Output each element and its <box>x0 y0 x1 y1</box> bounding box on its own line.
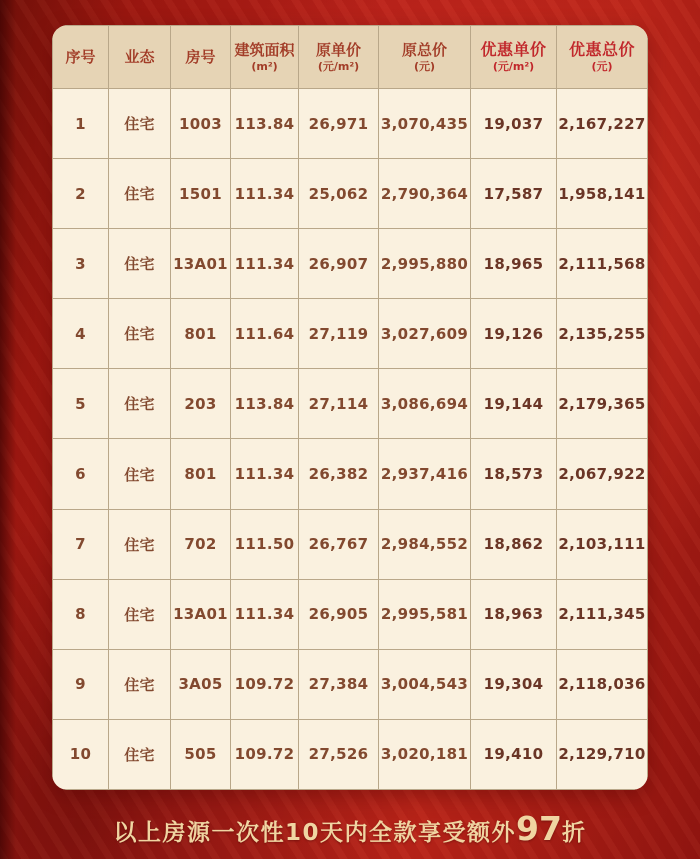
cell-property-type: 住宅 <box>109 509 171 579</box>
price-table <box>52 25 648 790</box>
column-label: 原总价 <box>401 41 447 60</box>
column-label: 序号 <box>65 47 96 66</box>
column-label: 业态 <box>124 47 155 66</box>
table-row-2 <box>53 159 648 229</box>
cell-property-type: 住宅 <box>109 89 171 159</box>
cell-original-total-price: 2,937,416 <box>379 439 471 509</box>
cell-original-total-price: 2,995,880 <box>379 229 471 299</box>
cell-index: 1 <box>53 89 109 159</box>
cell-discount-total-price: 1,958,141 <box>557 159 648 229</box>
column-label: 原单价 <box>315 41 361 60</box>
cell-discount-unit-price: 17,587 <box>471 159 557 229</box>
column-header-original-unit-price <box>299 26 379 89</box>
column-header-original-total-price <box>379 26 471 89</box>
column-label: 建筑面积 <box>234 41 295 60</box>
column-header-discount-unit-price <box>471 26 557 89</box>
cell-original-total-price: 2,984,552 <box>379 509 471 579</box>
cell-property-type: 住宅 <box>109 369 171 439</box>
cell-original-unit-price: 26,907 <box>299 229 379 299</box>
column-label: 优惠总价 <box>568 40 635 60</box>
cell-property-type: 住宅 <box>109 299 171 369</box>
cell-discount-unit-price: 18,862 <box>471 509 557 579</box>
cell-property-type: 住宅 <box>109 579 171 649</box>
cell-room-number: 801 <box>171 439 231 509</box>
column-header-discount-total-price <box>557 26 648 89</box>
cell-building-area: 113.84 <box>231 89 299 159</box>
cell-property-type: 住宅 <box>109 439 171 509</box>
cell-building-area: 111.34 <box>231 439 299 509</box>
cell-room-number: 13A01 <box>171 229 231 299</box>
cell-index: 6 <box>53 439 109 509</box>
table-row-1 <box>53 89 648 159</box>
cell-building-area: 109.72 <box>231 649 299 719</box>
cell-room-number: 203 <box>171 369 231 439</box>
cell-index: 2 <box>53 159 109 229</box>
cell-room-number: 1003 <box>171 89 231 159</box>
cell-property-type: 住宅 <box>109 229 171 299</box>
cell-index: 3 <box>53 229 109 299</box>
cell-building-area: 113.84 <box>231 369 299 439</box>
cell-property-type: 住宅 <box>109 159 171 229</box>
cell-discount-unit-price: 19,410 <box>471 719 557 789</box>
promo-text-after: 折 <box>561 820 587 846</box>
table-row-10 <box>53 719 648 789</box>
cell-discount-total-price: 2,167,227 <box>557 89 648 159</box>
cell-room-number: 3A05 <box>171 649 231 719</box>
cell-room-number: 13A01 <box>171 579 231 649</box>
cell-original-unit-price: 26,382 <box>299 439 379 509</box>
housing-price-table <box>52 25 648 790</box>
cell-discount-unit-price: 18,573 <box>471 439 557 509</box>
cell-discount-total-price: 2,118,036 <box>557 649 648 719</box>
table-row-8 <box>53 579 648 649</box>
column-header-property-type <box>109 26 171 89</box>
table-row-7 <box>53 509 648 579</box>
cell-original-total-price: 3,070,435 <box>379 89 471 159</box>
cell-index: 10 <box>53 719 109 789</box>
column-header-building-area <box>231 26 299 89</box>
column-unit: (m²) <box>251 59 278 73</box>
cell-original-unit-price: 27,526 <box>299 719 379 789</box>
cell-discount-total-price: 2,179,365 <box>557 369 648 439</box>
cell-building-area: 111.34 <box>231 579 299 649</box>
cell-building-area: 111.34 <box>231 159 299 229</box>
cell-discount-unit-price: 18,963 <box>471 579 557 649</box>
cell-discount-unit-price: 19,144 <box>471 369 557 439</box>
promo-text-before: 以上房源一次性10天内全款享受额外 <box>113 820 517 846</box>
cell-building-area: 111.64 <box>231 299 299 369</box>
cell-property-type: 住宅 <box>109 719 171 789</box>
cell-building-area: 111.34 <box>231 229 299 299</box>
cell-building-area: 109.72 <box>231 719 299 789</box>
table-row-9 <box>53 649 648 719</box>
cell-original-total-price: 3,027,609 <box>379 299 471 369</box>
column-unit: (元) <box>591 60 613 74</box>
cell-room-number: 801 <box>171 299 231 369</box>
cell-index: 9 <box>53 649 109 719</box>
cell-original-total-price: 3,020,181 <box>379 719 471 789</box>
cell-original-unit-price: 25,062 <box>299 159 379 229</box>
cell-original-total-price: 3,086,694 <box>379 369 471 439</box>
cell-index: 5 <box>53 369 109 439</box>
column-unit: (元/m²) <box>317 59 360 73</box>
column-label: 优惠单价 <box>480 40 547 60</box>
table-row-3 <box>53 229 648 299</box>
cell-discount-unit-price: 19,126 <box>471 299 557 369</box>
cell-discount-total-price: 2,111,568 <box>557 229 648 299</box>
cell-original-unit-price: 26,905 <box>299 579 379 649</box>
cell-original-unit-price: 27,114 <box>299 369 379 439</box>
cell-index: 7 <box>53 509 109 579</box>
promo-discount-number: 97 <box>516 809 562 848</box>
cell-discount-unit-price: 19,304 <box>471 649 557 719</box>
table-header-row <box>53 26 648 89</box>
cell-discount-total-price: 2,129,710 <box>557 719 648 789</box>
cell-original-unit-price: 27,384 <box>299 649 379 719</box>
promo-banner <box>0 809 700 848</box>
column-header-room-number <box>171 26 231 89</box>
cell-index: 8 <box>53 579 109 649</box>
cell-room-number: 702 <box>171 509 231 579</box>
cell-discount-total-price: 2,111,345 <box>557 579 648 649</box>
column-unit: (元/m²) <box>492 60 535 74</box>
cell-index: 4 <box>53 299 109 369</box>
table-row-4 <box>53 299 648 369</box>
column-header-index <box>53 26 109 89</box>
cell-building-area: 111.50 <box>231 509 299 579</box>
column-label: 房号 <box>185 47 216 66</box>
cell-original-total-price: 2,995,581 <box>379 579 471 649</box>
cell-original-unit-price: 27,119 <box>299 299 379 369</box>
cell-original-unit-price: 26,971 <box>299 89 379 159</box>
cell-discount-total-price: 2,135,255 <box>557 299 648 369</box>
column-unit: (元) <box>413 59 436 73</box>
cell-room-number: 505 <box>171 719 231 789</box>
cell-property-type: 住宅 <box>109 649 171 719</box>
cell-discount-unit-price: 18,965 <box>471 229 557 299</box>
cell-room-number: 1501 <box>171 159 231 229</box>
cell-original-unit-price: 26,767 <box>299 509 379 579</box>
table-row-6 <box>53 439 648 509</box>
cell-discount-total-price: 2,103,111 <box>557 509 648 579</box>
table-row-5 <box>53 369 648 439</box>
cell-discount-total-price: 2,067,922 <box>557 439 648 509</box>
cell-discount-unit-price: 19,037 <box>471 89 557 159</box>
cell-original-total-price: 3,004,543 <box>379 649 471 719</box>
cell-original-total-price: 2,790,364 <box>379 159 471 229</box>
